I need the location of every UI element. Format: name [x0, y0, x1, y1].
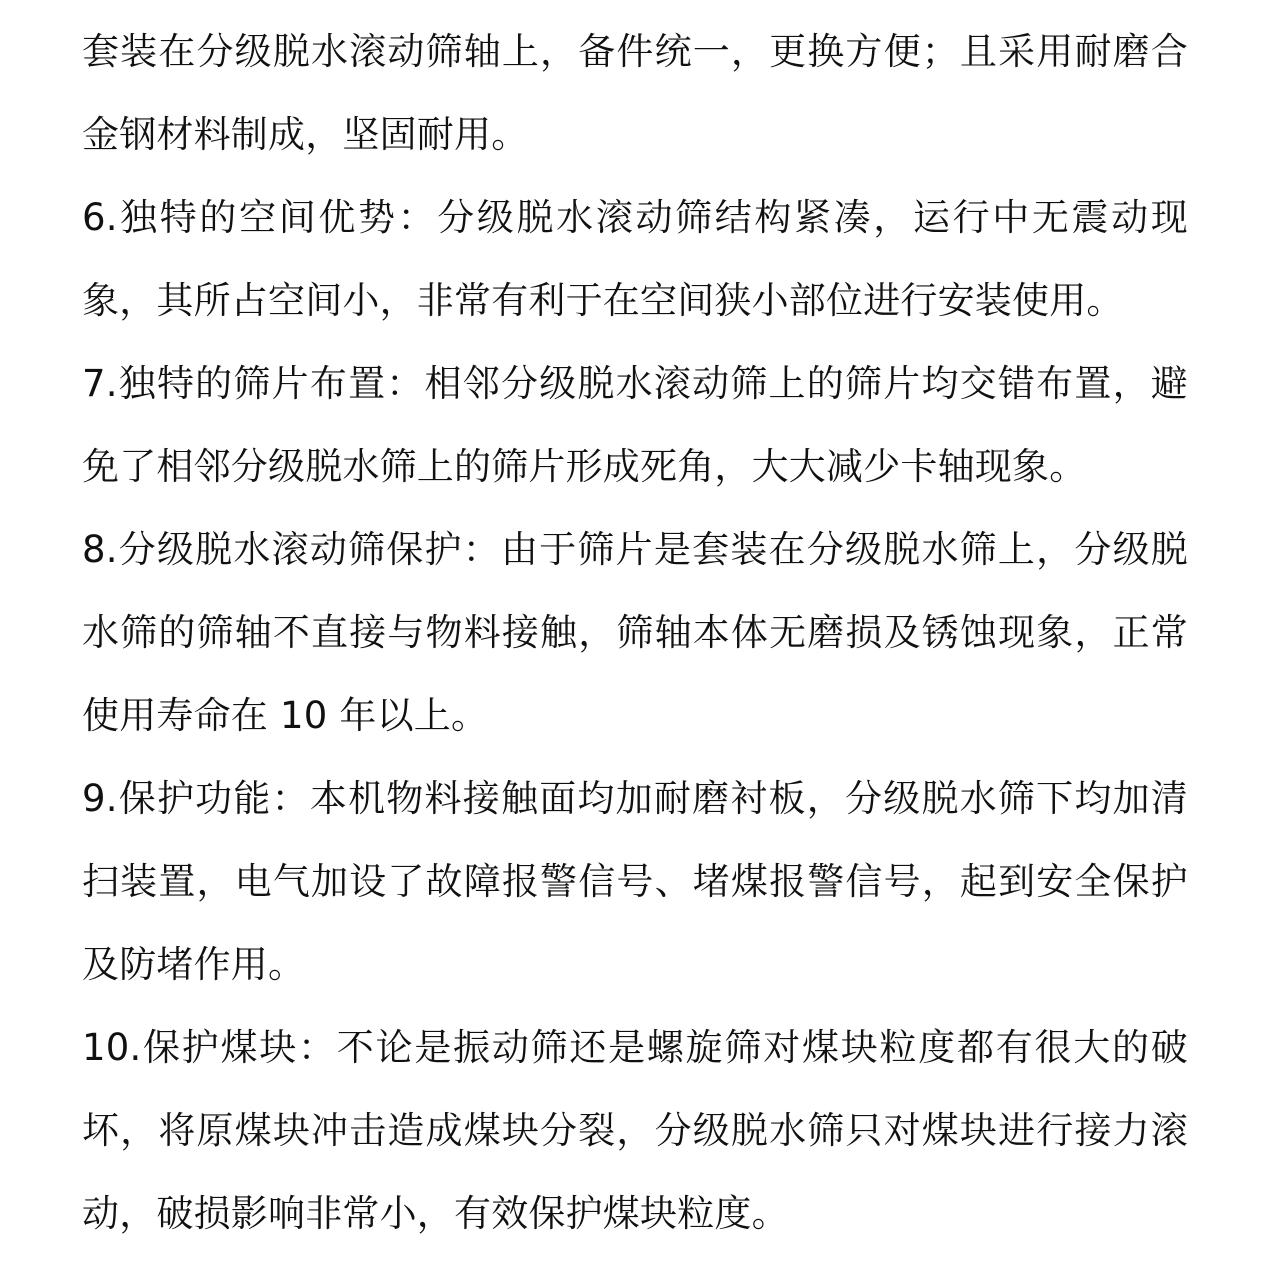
paragraph-item-10-coal-protection: 10.保护煤块：不论是振动筛还是螺旋筛对煤块粒度都有很大的破坏，将原煤块冲击造成煤块分裂，分级脱水筛只对煤块进行接力滚动，破损影响非常小，有效保护煤块粒度。: [82, 1026, 1188, 1235]
paragraph-item-8-screen-protection: 8.分级脱水滚动筛保护：由于筛片是套装在分级脱水筛上，分级脱水筛的筛轴不直接与物料接触，筛轴本体无磨损及锈蚀现象，正常使用寿命在 10 年以上。: [82, 528, 1188, 737]
paragraph-item-6-space-advantage: 6.独特的空间优势：分级脱水滚动筛结构紧凑，运行中无震动现象，其所占空间小，非常有利于在空间狭小部位进行安装使用。: [82, 196, 1188, 322]
paragraph-item-7-screen-layout: 7.独特的筛片布置：相邻分级脱水滚动筛上的筛片均交错布置，避免了相邻分级脱水筛上的筛片形成死角，大大减少卡轴现象。: [82, 362, 1188, 488]
paragraph-continuation: 套装在分级脱水滚动筛轴上，备件统一，更换方便；且采用耐磨合金钢材料制成，坚固耐用。: [82, 30, 1188, 156]
paragraph-item-9-protection-function: 9.保护功能：本机物料接触面均加耐磨衬板，分级脱水筛下均加清扫装置，电气加设了故障报警信号、堵煤报警信号，起到安全保护及防堵作用。: [82, 777, 1188, 986]
document-body: [82, 10, 1188, 1255]
